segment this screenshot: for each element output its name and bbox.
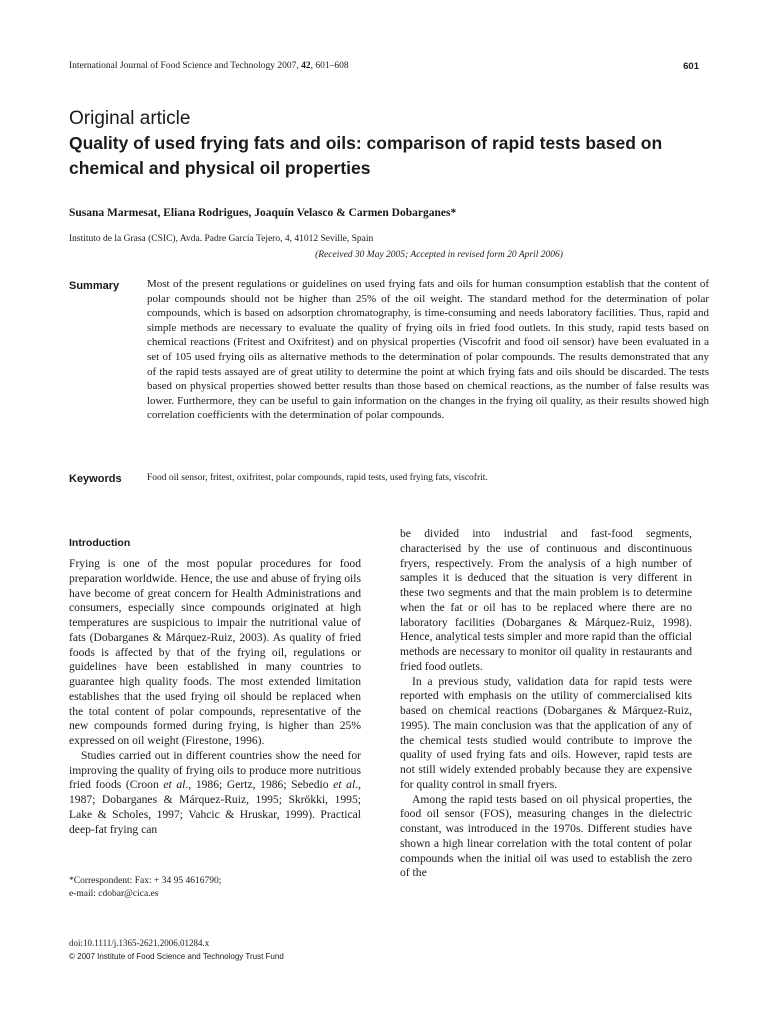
journal-name: International Journal of Food Science and Technology 2007, (69, 61, 302, 71)
correspondent-email: e-mail: cdobar@cica.es (69, 889, 159, 899)
text-run-italic: et al (163, 778, 186, 792)
keywords-text: Food oil sensor, fritest, oxifritest, polar compounds, rapid tests, used frying fats, viscofrit. (147, 473, 488, 483)
journal-volume: 42 (301, 61, 311, 71)
text-run: Studies carried out in different countries show the need for improving the quality of frying oils to produce more nutritious fried foods (Croon (69, 748, 361, 792)
summary-label: Summary (69, 280, 120, 292)
introduction-heading: Introduction (69, 537, 131, 549)
affiliation: Instituto de la Grasa (CSIC), Avda. Padre García Tejero, 4, 41012 Seville, Spain (69, 234, 374, 244)
keywords-label: Keywords (69, 473, 122, 485)
article-type: Original article (69, 108, 191, 129)
intro-paragraph-2 (69, 749, 361, 838)
copyright: © 2007 Institute of Food Science and Technology Trust Fund (69, 952, 284, 961)
right-column (400, 527, 692, 881)
author-list: Susana Marmesat, Eliana Rodrigues, Joaquín Velasco & Carmen Dobarganes* (69, 207, 457, 219)
doi: doi:10.1111/j.1365-2621.2006.01284.x (69, 938, 210, 948)
intro-paragraph-3: be divided into industrial and fast-food segments, characterised by the use of continuous and discontinuous fryers, respectively. From the analysis of a high number of samples it is deduced that the situation is very different in these two segments and that the main problem is to determine when the fat or oil has to be replaced where there are no laboratory facilities (Dobarganes & Márquez-Ruiz, 1998). Hence, analytical tests simpler and more rapid than the official methods are necessary to monitor oil quality in restaurants and fried food outlets. (400, 527, 692, 673)
intro-paragraph-5: Among the rapid tests based on oil physical properties, the food oil sensor (FOS), measuring changes in the dielectric constant, was introduced in the 1970s. Different studies have shown a high linear correlation with the total content of polar compounds when the initial oil was used to establish the zero of the (400, 792, 692, 880)
left-column (69, 557, 361, 837)
journal-citation (69, 61, 349, 71)
article-title: Quality of used frying fats and oils: comparison of rapid tests based on chemical and physical oil properties (69, 133, 663, 178)
summary-text: Most of the present regulations or guidelines on used frying fats and oils for human consumption establish that the content of polar compounds should not be higher than 25% of the oil weight. The standard method for the determination of polar compounds, which is based on adsorption chromatography, is time-consuming and needs laboratory facilities. Thus, rapid and simple methods are necessary to evaluate the quality of frying oils in fried food outlets. In this study, rapid tests based on chemical reactions (Fritest and Oxifritest) and on physical properties (Viscofrit and food oil sensor) have been evaluated in a set of 105 used frying oils as alternative methods to the determination of polar compounds. The results demonstrated that any of the rapid tests assayed are of great utility to determine the point at which frying fats and oils should be discarded. The tests based on physical properties showed better results than those based on chemical reactions, as the number of false results was lower. Furthermore, they can be useful to gain information on the changes in the frying oil quality, as their results showed high correlation coefficients with the determination of polar compounds. (147, 278, 709, 422)
text-run: ., 1986; Gertz, 1986; Sebedio (185, 778, 334, 792)
journal-pages: , 601–608 (310, 61, 349, 71)
text-run-italic: et al (333, 778, 356, 792)
correspondent-footnote (69, 875, 361, 901)
text-run: ., 1987; Dobarganes & Márquez-Ruiz, 1995; Skrökki, 1995; Lake & Scholes, 1997; Vahcic & Hruskar, 1999). Practical deep-fat frying can (69, 778, 361, 836)
received-accepted-dates: (Received 30 May 2005; Accepted in revised form 20 April 2006) (315, 250, 563, 260)
intro-paragraph-4: In a previous study, validation data for rapid tests were reported with emphasis on the utility of commercialised kits based on chemical reactions (Dobarganes & Márquez-Ruiz, 1995). The main conclusion was that the application of any of the chemical tests studied would contribute to improve the quality of used frying fats and oils. However, rapid tests are not still widely extended probably because they are expensive for quality control in small fryers. (400, 674, 692, 791)
correspondent-fax: *Correspondent: Fax: + 34 95 4616790; (69, 876, 222, 886)
intro-paragraph-1: Frying is one of the most popular procedures for food preparation worldwide. Hence, the use and abuse of frying oils have become of great concern for Health Administrations and consumers, especially since compounds originated at high temperatures are suspicious to impair the nutritional value of fats (Dobarganes & Márquez-Ruiz, 2003). As quality of fried foods is affected by that of the frying oil, regulations or guidelines have been established in many countries to guarantee high quality foods. The most extended limitation establishes that the used frying oil should be replaced when the total content of polar compounds, representative of the new compounds formed during frying, is higher than 25% expressed on oil weight (Firestone, 1996). (69, 557, 361, 747)
page-number: 601 (683, 61, 699, 72)
